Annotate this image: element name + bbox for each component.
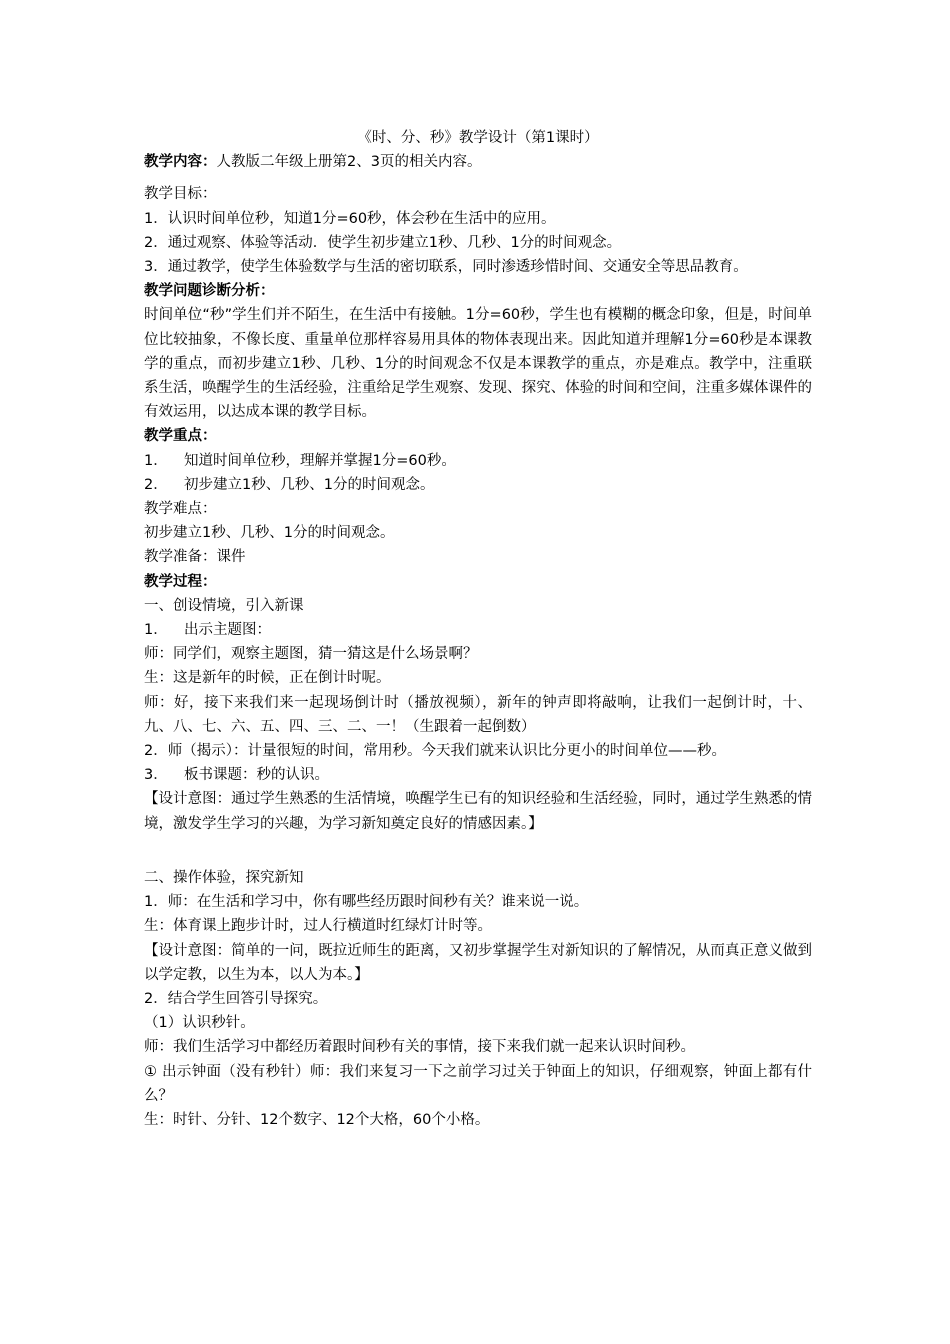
analysis-heading: 教学问题诊断分析： — [144, 283, 275, 300]
analysis-paragraph: 时间单位“秒”学生们并不陌生，在生活中有接触。1分=60秒，学生也有模糊的概念印象，但是，时间单位比较抽象，不像长度、重量单位那样容易用具体的物体表现出来。因此知道并理解1分=60秒是本课教学的重点，而初步建立1秒、几秒、1分的时间观念不仅是本课教学的重点，亦是难点。教学中，注重联系生活，唤醒学生的生活经验，注重给足学生观察、发现、探究、体验的时间和空间，注重多媒体课件的有效运用，以达成本课的教学目标。 — [144, 307, 812, 421]
section-title: 一、创设情境，引入新课 — [144, 597, 304, 614]
student-line: 生：时针、分针、12个数字、12个大格，60个小格。 — [144, 1111, 490, 1128]
list-item — [144, 763, 812, 787]
student-line: 生：这是新年的时候，正在倒计时呢。 — [144, 670, 391, 687]
goal-item: 2．通过观察、体验等活动．使学生初步建立1秒、几秒、1分的时间观念。 — [144, 234, 622, 251]
process-heading: 教学过程： — [144, 573, 217, 590]
sub-item: （1）认识秒针。 — [144, 1015, 255, 1032]
difficulty-heading: 教学难点： — [144, 501, 217, 518]
spacer — [144, 174, 812, 182]
teacher-line: 师：同学们，观察主题图，猜一猜这是什么场景啊？ — [144, 646, 478, 663]
spacer — [144, 836, 812, 866]
section2-item2: 2．结合学生回答引导探究。 — [144, 990, 328, 1007]
list-index: 1． — [144, 452, 168, 469]
design-intent: 【设计意图：简单的一问，既拉近师生的距离，又初步掌握学生对新知识的了解情况，从而真正意义做到以学定教，以生为本，以人为本。】 — [144, 942, 812, 983]
list-item — [144, 618, 812, 642]
section1-item1 — [144, 618, 812, 642]
section1-item2: 2．师（揭示）：计量很短的时间，常用秒。今天我们就来认识比分更小的时间单位——秒。 — [144, 743, 726, 760]
document-page — [144, 126, 812, 1132]
design-intent: 【设计意图：通过学生熟悉的生活情境，唤醒学生已有的知识经验和生活经验，同时，通过学生熟悉的情境，激发学生学习的兴趣，为学习新知奠定良好的情感因素。】 — [144, 791, 812, 832]
key-points-list — [144, 449, 812, 497]
teacher-line: 师：我们生活学习中都经历着跟时间秒有关的事情，接下来我们就一起来认识时间秒。 — [144, 1039, 695, 1056]
list-text: 初步建立1秒、几秒、1分的时间观念。 — [184, 476, 435, 493]
list-index: 2． — [144, 476, 168, 493]
list-index: 3． — [144, 767, 168, 784]
list-index: 1． — [144, 622, 168, 639]
teacher-line: 师：好，接下来我们来一起现场倒计时（播放视频），新年的钟声即将敲响，让我们一起倒计时，十、九、八、七、六、五、四、三、二、一！（生跟着一起倒数） — [144, 694, 812, 735]
content-label: 教学内容： — [144, 154, 217, 171]
goal-item: 1．认识时间单位秒，知道1分=60秒，体会秒在生活中的应用。 — [144, 210, 556, 227]
list-text: 出示主题图： — [184, 622, 271, 639]
key-heading: 教学重点： — [144, 428, 217, 445]
section-title: 二、操作体验，探究新知 — [144, 869, 304, 886]
content-line — [144, 150, 812, 174]
list-text: 知道时间单位秒，理解并掌握1分=60秒。 — [184, 452, 456, 469]
goal-item: 3．通过教学，使学生体验数学与生活的密切联系，同时渗透珍惜时间、交通安全等思品教育。 — [144, 259, 748, 276]
section1-item3 — [144, 763, 812, 787]
step-line: ① 出示钟面（没有秒针）师：我们来复习一下之前学习过关于钟面上的知识，仔细观察，钟面上都有什么？ — [144, 1063, 812, 1104]
goals-heading: 教学目标： — [144, 186, 217, 203]
content-text: 人教版二年级上册第2、3页的相关内容。 — [216, 154, 482, 171]
list-item — [144, 449, 812, 473]
list-text: 板书课题：秒的认识。 — [184, 767, 329, 784]
section2-item1: 1．师：在生活和学习中，你有哪些经历跟时间秒有关？谁来说一说。 — [144, 894, 589, 911]
student-line: 生：体育课上跑步计时，过人行横道时红绿灯计时等。 — [144, 918, 492, 935]
list-item — [144, 473, 812, 497]
prep-text: 教学准备：课件 — [144, 549, 246, 566]
difficulty-text: 初步建立1秒、几秒、1分的时间观念。 — [144, 525, 395, 542]
page-title: 《时、分、秒》教学设计（第1课时） — [357, 130, 599, 146]
